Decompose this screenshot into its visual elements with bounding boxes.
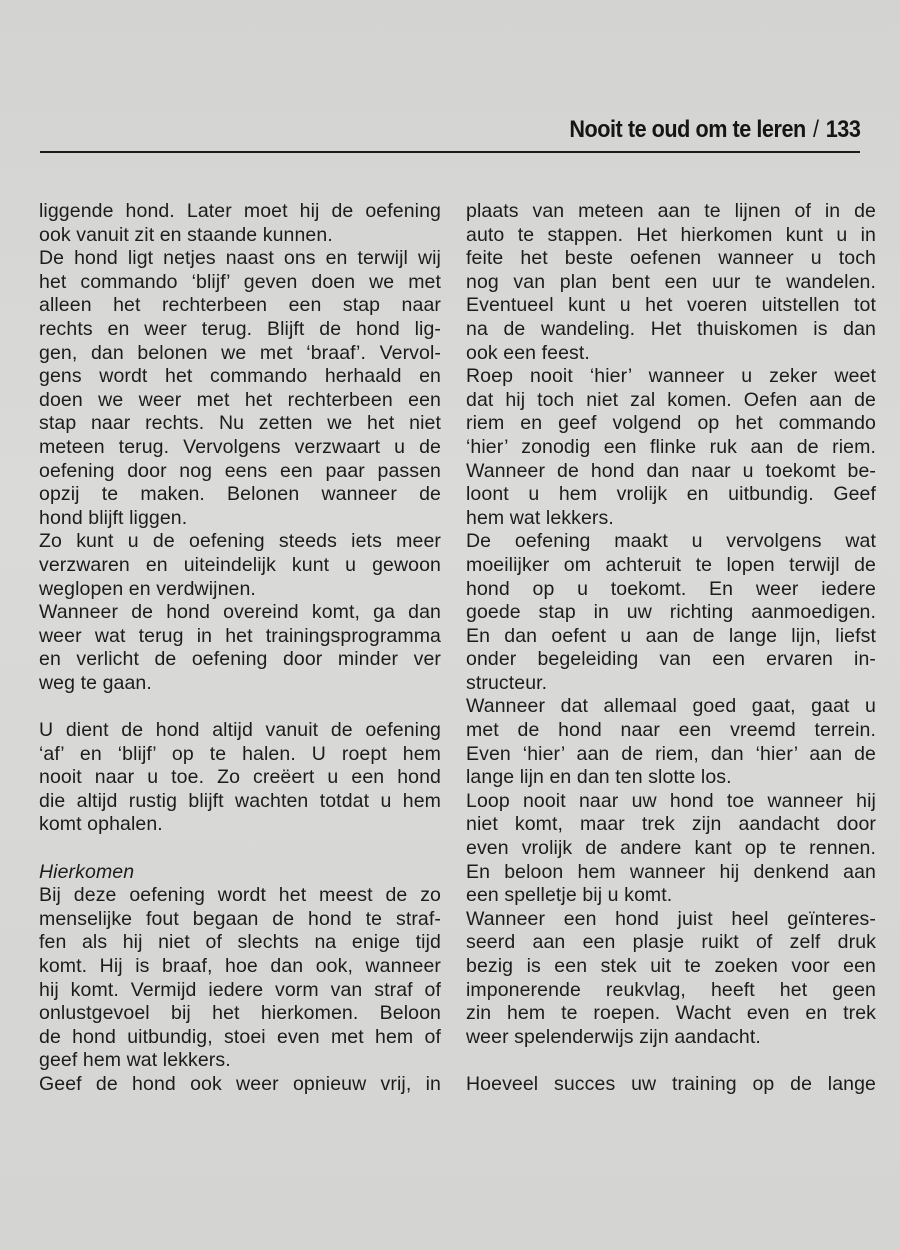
text-line: rechts en weer terug. Blijft de hond lig-: [39, 317, 441, 340]
text-line: komt ophalen.: [39, 813, 163, 836]
text-line: en verlicht de oefening door minder ver: [39, 648, 441, 671]
text-line: menselijke fout begaan de hond te straf-: [39, 907, 441, 930]
running-header: [569, 116, 860, 144]
text-line: Roep nooit ‘hier’ wanneer u zeker weet: [466, 365, 876, 388]
text-line: weglopen en verdwijnen.: [39, 577, 256, 600]
chapter-title: Nooit te oud om te leren: [568, 116, 806, 143]
header-rule: [40, 151, 860, 153]
text-line: Eventueel kunt u het voeren uitstellen tot: [466, 294, 876, 317]
text-line: met de hond naar een vreemd terrein.: [466, 719, 876, 742]
text-line: onlustgevoel bij het hierkomen. Beloon: [39, 1002, 441, 1025]
text-line: Wanneer een hond juist heel geïnteres-: [466, 907, 876, 930]
text-line: meteen terug. Vervolgens verzwaart u de: [39, 435, 441, 458]
text-line: hij komt. Vermijd iedere vorm van straf of: [39, 978, 441, 1001]
text-line: stap naar rechts. Nu zetten we het niet: [39, 412, 441, 435]
text-line: ‘hier’ zonodig een flinke ruk aan de riem.: [466, 435, 876, 458]
text-line: liggende hond. Later moet hij de oefening: [39, 200, 441, 222]
text-line: plaats van meteen aan te lijnen of in de: [466, 200, 876, 222]
text-line: een spelletje bij u komt.: [466, 884, 673, 907]
text-line: En dan oefent u aan de lange lijn, liefst: [466, 624, 876, 647]
text-line: Wanneer dat allemaal goed gaat, gaat u: [466, 695, 876, 718]
text-line: weg te gaan.: [39, 671, 152, 694]
text-line: komt. Hij is braaf, hoe dan ook, wanneer: [39, 955, 441, 977]
text-line: die altijd rustig blijft wachten totdat u hem: [39, 789, 441, 812]
text-line: hond blijft liggen.: [39, 506, 188, 529]
text-line: feite het beste oefenen wanneer u toch: [466, 247, 876, 270]
text-line: loont u hem vrolijk en uitbundig. Geef: [466, 483, 876, 506]
text-line: zin hem te roepen. Wacht even en trek: [466, 1002, 876, 1025]
text-line: ook een feest.: [466, 341, 590, 364]
text-line: Loop nooit naar uw hond toe wanneer hij: [466, 789, 876, 812]
text-line: bezig is een stek uit te zoeken voor een: [466, 955, 876, 977]
left-text-column: [39, 200, 441, 1097]
text-line: seerd aan een plasje ruikt of zelf druk: [466, 931, 876, 954]
page-number: 133: [825, 116, 860, 143]
section-heading: Hierkomen: [39, 860, 135, 883]
text-line: Geef de hond ook weer opnieuw vrij, in: [39, 1072, 441, 1095]
text-line: opzij te maken. Belonen wanneer de: [39, 483, 441, 506]
text-line: het commando ‘blijf’ geven doen we met: [39, 270, 441, 293]
text-line: Wanneer de hond dan naar u toekomt be-: [466, 459, 876, 482]
text-line: fen als hij niet of slechts na enige tijd: [39, 931, 441, 954]
text-line: moeilijker om achteruit te lopen terwijl de: [466, 553, 876, 576]
text-line: De hond ligt netjes naast ons en terwijl wij: [39, 247, 441, 270]
text-line: structeur.: [466, 671, 548, 694]
text-line: geef hem wat lekkers.: [39, 1049, 231, 1072]
text-line: nooit naar u toe. Zo creëert u een hond: [39, 766, 441, 789]
paragraph-gap: [466, 1049, 876, 1073]
text-line: hond op u toekomt. En weer iedere: [466, 577, 876, 600]
text-line: na de wandeling. Het thuiskomen is dan: [466, 317, 876, 340]
text-line: ook vanuit zit en staande kunnen.: [39, 223, 333, 246]
text-line: de hond uitbundig, stoei even met hem of: [39, 1025, 441, 1048]
text-line: doen we weer met het rechterbeen een: [39, 388, 441, 411]
header-separator: /: [812, 116, 819, 143]
text-line: gens wordt het commando herhaald en: [39, 365, 441, 388]
text-line: niet komt, maar trek zijn aandacht door: [466, 813, 876, 836]
text-line: Bij deze oefening wordt het meest de zo: [39, 884, 441, 907]
text-line: Even ‘hier’ aan de riem, dan ‘hier’ aan de: [466, 742, 876, 765]
paragraph-gap: [39, 695, 441, 719]
text-line: U dient de hond altijd vanuit de oefening: [39, 719, 441, 742]
text-line: alleen het rechterbeen een stap naar: [39, 294, 441, 317]
text-line: Wanneer de hond overeind komt, ga dan: [39, 601, 441, 624]
text-line: De oefening maakt u vervolgens wat: [466, 530, 876, 553]
text-line: verzwaren en uiteindelijk kunt u gewoon: [39, 553, 441, 576]
text-line: riem en geef volgend op het commando: [466, 412, 876, 435]
text-line: auto te stappen. Het hierkomen kunt u in: [466, 223, 876, 246]
text-line: gen, dan belonen we met ‘braaf’. Vervol-: [39, 341, 441, 364]
text-line: weer wat terug in het trainingsprogramma: [39, 624, 441, 647]
text-line: onder begeleiding van een ervaren in-: [466, 648, 876, 671]
text-line: hem wat lekkers.: [466, 506, 614, 529]
text-line: imponerende reukvlag, heeft het geen: [466, 978, 876, 1001]
text-line: weer spelenderwijs zijn aandacht.: [466, 1025, 761, 1048]
text-line: lange lijn en dan ten slotte los.: [466, 766, 732, 789]
text-line: Hoeveel succes uw training op de lange: [466, 1072, 876, 1095]
text-line: even vrolijk de andere kant op te rennen.: [466, 837, 876, 860]
text-line: dat hij toch niet zal komen. Oefen aan de: [466, 388, 876, 411]
text-line: oefening door nog eens een paar passen: [39, 459, 441, 482]
text-line: goede stap in uw richting aanmoedigen.: [466, 601, 876, 624]
text-line: Zo kunt u de oefening steeds iets meer: [39, 530, 441, 553]
text-line: En beloon hem wanneer hij denkend aan: [466, 860, 876, 883]
paragraph-gap: [39, 837, 441, 861]
text-line: nog van plan bent een uur te wandelen.: [466, 270, 876, 293]
text-line: ‘af’ en ‘blijf’ op te halen. U roept hem: [39, 742, 441, 765]
right-text-column: [466, 200, 876, 1097]
